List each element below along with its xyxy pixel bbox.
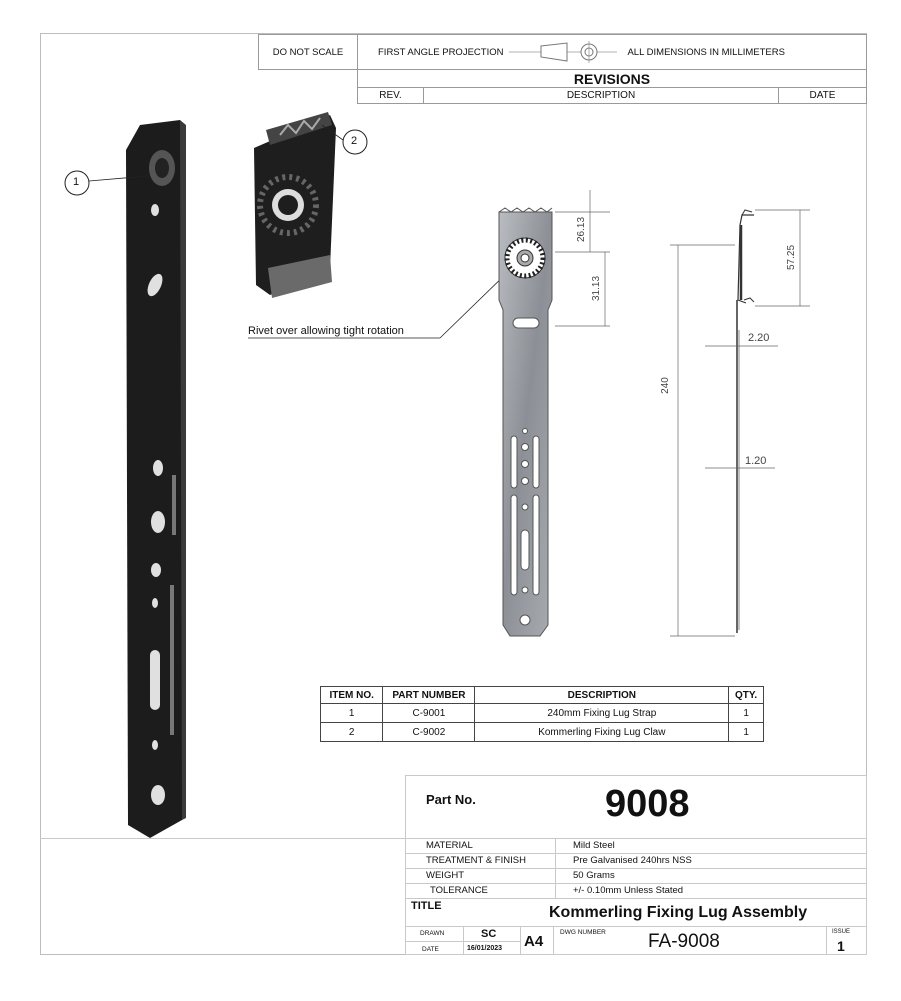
date-label: DATE xyxy=(422,946,439,953)
weight-label: WEIGHT xyxy=(426,870,464,881)
divider xyxy=(405,883,867,884)
dim-31-13: 31.13 xyxy=(591,275,603,302)
bom-header-row xyxy=(321,687,764,704)
revisions-title-text: REVISIONS xyxy=(573,70,651,87)
weight-value: 50 Grams xyxy=(573,870,615,881)
date-col-label: DATE xyxy=(809,90,836,101)
divider xyxy=(405,853,867,854)
bom-item: 1 xyxy=(321,704,383,723)
table-row xyxy=(321,723,764,742)
bill-of-materials xyxy=(320,686,764,742)
part-no-value: 9008 xyxy=(605,783,690,825)
table-row xyxy=(321,704,764,723)
strap-side-view xyxy=(737,210,754,633)
divider xyxy=(405,898,867,899)
finish-value: Pre Galvanised 240hrs NSS xyxy=(573,855,692,866)
material-value: Mild Steel xyxy=(573,840,615,851)
dim-240: 240 xyxy=(659,377,671,394)
divider xyxy=(555,838,556,898)
divider xyxy=(553,926,554,955)
rivet-note: Rivet over allowing tight rotation xyxy=(248,325,404,337)
divider xyxy=(520,926,521,955)
do-not-scale-text: DO NOT SCALE xyxy=(272,46,344,58)
bom-part: C-9001 xyxy=(383,704,475,723)
balloon-1-label: 1 xyxy=(73,176,80,188)
claw-isometric-view xyxy=(254,112,336,298)
material-label: MATERIAL xyxy=(426,840,473,851)
sheet-size: A4 xyxy=(524,933,544,950)
title-label: TITLE xyxy=(411,900,442,912)
divider xyxy=(405,926,867,927)
date-value: 16/01/2023 xyxy=(467,945,503,952)
bom-part: C-9002 xyxy=(383,723,475,742)
units-text: ALL DIMENSIONS IN MILLIMETERS xyxy=(627,46,785,58)
rev-col-label: REV. xyxy=(379,90,402,101)
bom-desc: Kommerling Fixing Lug Claw xyxy=(475,723,729,742)
tolerance-value: +/- 0.10mm Unless Stated xyxy=(573,885,684,896)
projection-text: FIRST ANGLE PROJECTION xyxy=(378,46,504,58)
bom-col-description: DESCRIPTION xyxy=(475,687,729,704)
bom-qty: 1 xyxy=(729,723,764,742)
divider xyxy=(405,868,867,869)
desc-col-label: DESCRIPTION xyxy=(566,90,636,101)
bom-col-part: PART NUMBER xyxy=(383,687,475,704)
strap-front-view xyxy=(499,208,552,636)
dim-2-20: 2.20 xyxy=(748,332,770,344)
issue-label: ISSUE xyxy=(832,929,851,935)
tolerance-label: TOLERANCE xyxy=(430,885,488,896)
bom-qty: 1 xyxy=(729,704,764,723)
finish-label: TREATMENT & FINISH xyxy=(426,855,526,866)
title-value: Kommerling Fixing Lug Assembly xyxy=(549,904,808,921)
dim-57-25: 57.25 xyxy=(786,244,798,271)
divider xyxy=(40,838,867,839)
dwg-number-value: FA-9008 xyxy=(648,931,720,952)
bom-desc: 240mm Fixing Lug Strap xyxy=(475,704,729,723)
dwg-number-label: DWG NUMBER xyxy=(560,929,606,936)
dim-1-20: 1.20 xyxy=(745,455,767,467)
strap-isometric-view xyxy=(126,120,186,838)
issue-value: 1 xyxy=(837,938,845,954)
drawn-label: DRAWN xyxy=(420,930,445,937)
divider xyxy=(405,941,520,942)
bom-item: 2 xyxy=(321,723,383,742)
part-no-label: Part No. xyxy=(426,792,476,807)
dim-26-13: 26.13 xyxy=(576,216,588,243)
bom-col-qty: QTY. xyxy=(729,687,764,704)
balloon-2-label: 2 xyxy=(351,135,358,147)
bom-col-item: ITEM NO. xyxy=(321,687,383,704)
drawn-value: SC xyxy=(481,928,497,940)
divider xyxy=(826,926,827,955)
front-view-dimensions xyxy=(555,190,610,326)
